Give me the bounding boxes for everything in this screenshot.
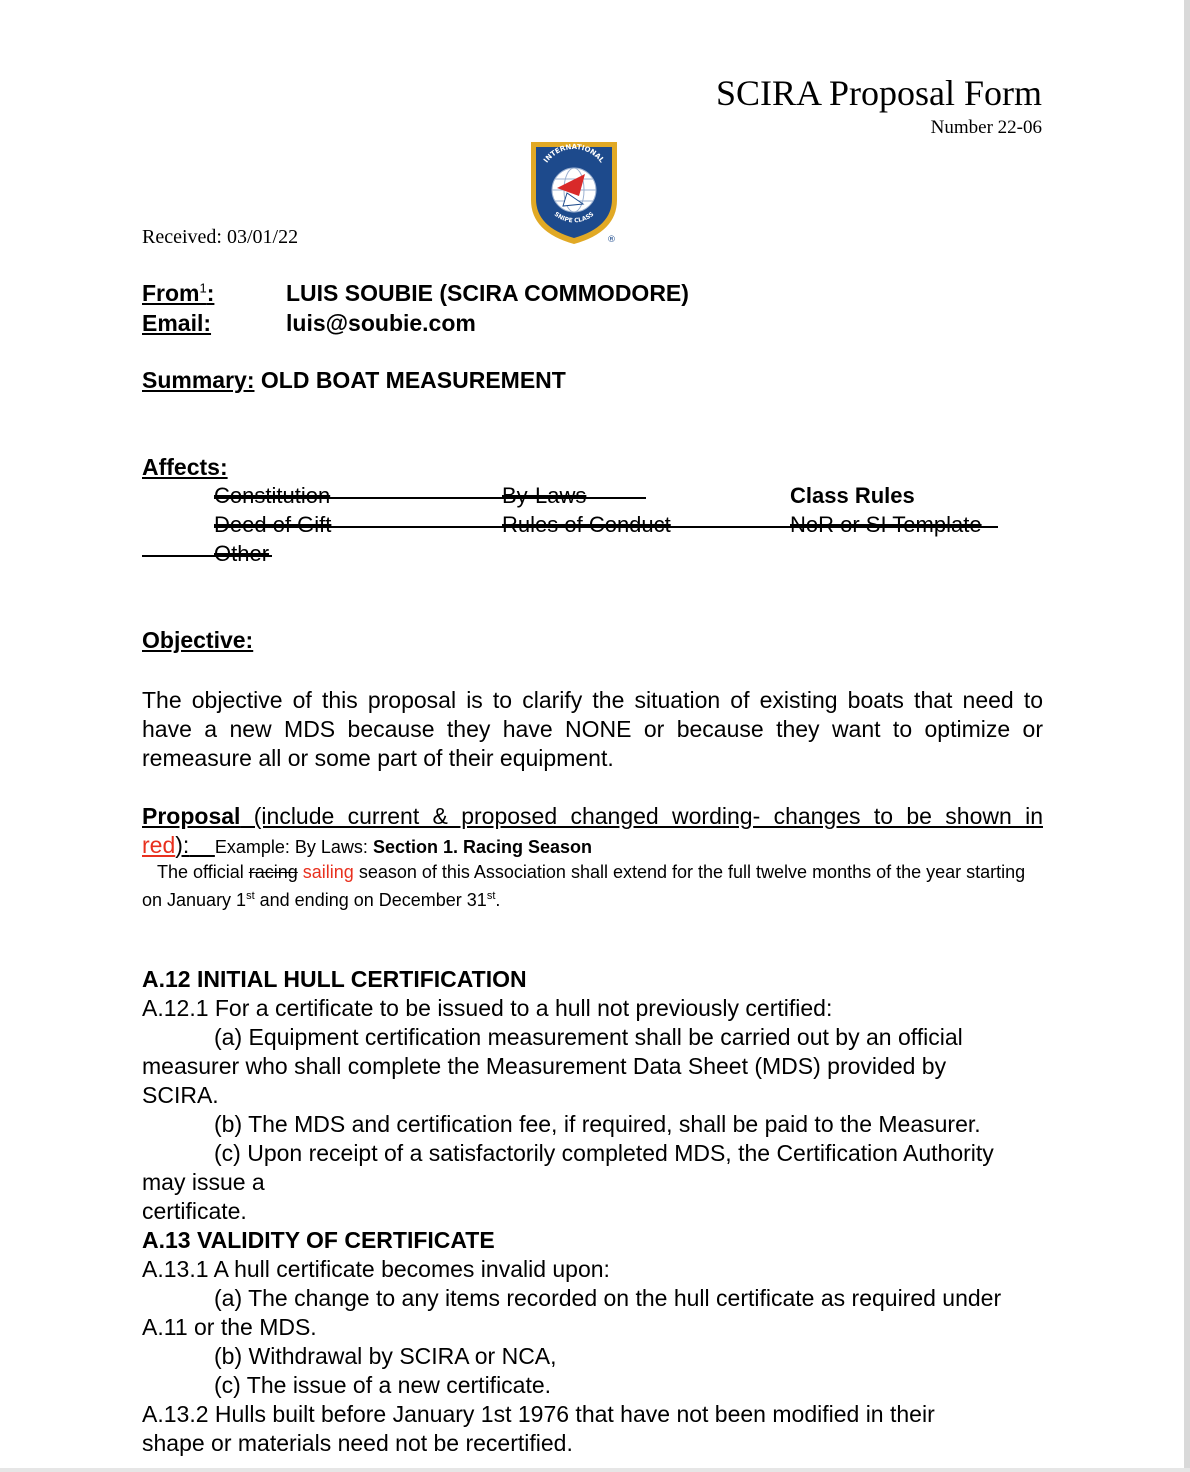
rule-line: certificate. <box>142 1198 247 1224</box>
page-edge-bottom <box>0 1468 1190 1472</box>
affects-option-constitution: Constitution <box>214 483 331 508</box>
from-row <box>142 280 689 307</box>
form-title: SCIRA Proposal Form <box>715 73 1042 113</box>
proposal-label: Proposal <box>142 803 241 829</box>
footnote-marker[interactable]: 1 <box>199 280 207 296</box>
rule-line: A.12.1 For a certificate to be issued to a hull not previously certified: <box>142 995 833 1021</box>
affects-option-rules-of-conduct: Rules of Conduct <box>502 512 671 537</box>
rule-line: (c) The issue of a new certificate. <box>214 1372 552 1398</box>
example-text: The official racing sailing season of this Association shall extend for the full twelve months of the year starting on January 1st and ending on December 31st. <box>142 862 1026 910</box>
rule-line: A.13.2 Hulls built before January 1st 1976 that have not been modified in their <box>142 1401 935 1427</box>
rule-line: (b) The MDS and certification fee, if required, shall be paid to the Measurer. <box>214 1111 981 1137</box>
example-struck-word: racing <box>248 862 298 882</box>
from-label: From$^1$: <box>142 280 215 306</box>
rule-line: measurer who shall complete the Measurement Data Sheet (MDS) provided by <box>142 1053 947 1079</box>
affects-option-by-laws: By-Laws <box>502 483 587 508</box>
rule-heading-a13: A.13 VALIDITY OF CERTIFICATE <box>142 1227 495 1253</box>
rule-line: (c) Upon receipt of a satisfactorily completed MDS, the Certification Authority <box>214 1140 994 1166</box>
logo-top-text: INTERNATIONAL <box>542 142 606 165</box>
proposal-number: Number 22-06 <box>930 117 1042 138</box>
affects-option-class-rules: Class Rules <box>790 483 915 508</box>
rule-line: (a) Equipment certification measurement shall be carried out by an official <box>214 1024 963 1050</box>
registered-mark: ® <box>607 235 616 245</box>
snipe-class-logo <box>527 138 621 250</box>
objective-label: Objective: <box>142 627 254 653</box>
proposal-instruction: (include current & proposed changed wording- changes to be shown in <box>240 803 1043 829</box>
affects-label: Affects: <box>142 454 228 480</box>
affects-option-deed-of-gift: Deed of Gift <box>214 512 332 537</box>
example-section: Section 1. Racing Season <box>372 837 593 857</box>
affects-option-other: Other <box>214 541 270 566</box>
proposal-heading <box>142 802 1043 862</box>
rule-line: shape or materials need not be recertified. <box>142 1430 573 1456</box>
summary-label: Summary: <box>142 367 255 393</box>
summary-value: OLD BOAT MEASUREMENT <box>260 367 566 393</box>
page-edge-right <box>1184 0 1190 1472</box>
summary-row <box>142 367 566 394</box>
from-value: LUIS SOUBIE (SCIRA COMMODORE) <box>286 280 689 306</box>
rule-line: (b) Withdrawal by SCIRA or NCA, <box>214 1343 557 1369</box>
example-lead: Example: By Laws: <box>214 837 373 857</box>
rule-line: may issue a <box>142 1169 265 1195</box>
rule-line: A.13.1 A hull certificate becomes invalid upon: <box>142 1256 610 1282</box>
affects-option-nor-si-template: NoR or SI Template <box>790 512 982 537</box>
email-value[interactable]: luis@soubie.com <box>286 310 476 336</box>
rule-line: SCIRA. <box>142 1082 219 1108</box>
objective-text: The objective of this proposal is to clarify the situation of existing boats that need to have a new MDS because they have NONE or because they want to optimize or remeasure all or some part of their equipment. <box>142 687 1043 771</box>
received-date: Received: 03/01/22 <box>142 226 299 248</box>
email-label: Email: <box>142 310 212 336</box>
proposal-close: ): <box>175 832 190 858</box>
email-row <box>142 310 476 337</box>
rule-line: A.11 or the MDS. <box>142 1314 317 1340</box>
proposal-red-word: red <box>142 832 176 858</box>
example-red-word: sailing <box>302 862 354 882</box>
rule-line: (a) The change to any items recorded on the hull certificate as required under <box>214 1285 1002 1311</box>
logo-bottom-text: SNIPE CLASS <box>552 210 596 225</box>
rule-heading-a12: A.12 INITIAL HULL CERTIFICATION <box>142 966 527 992</box>
